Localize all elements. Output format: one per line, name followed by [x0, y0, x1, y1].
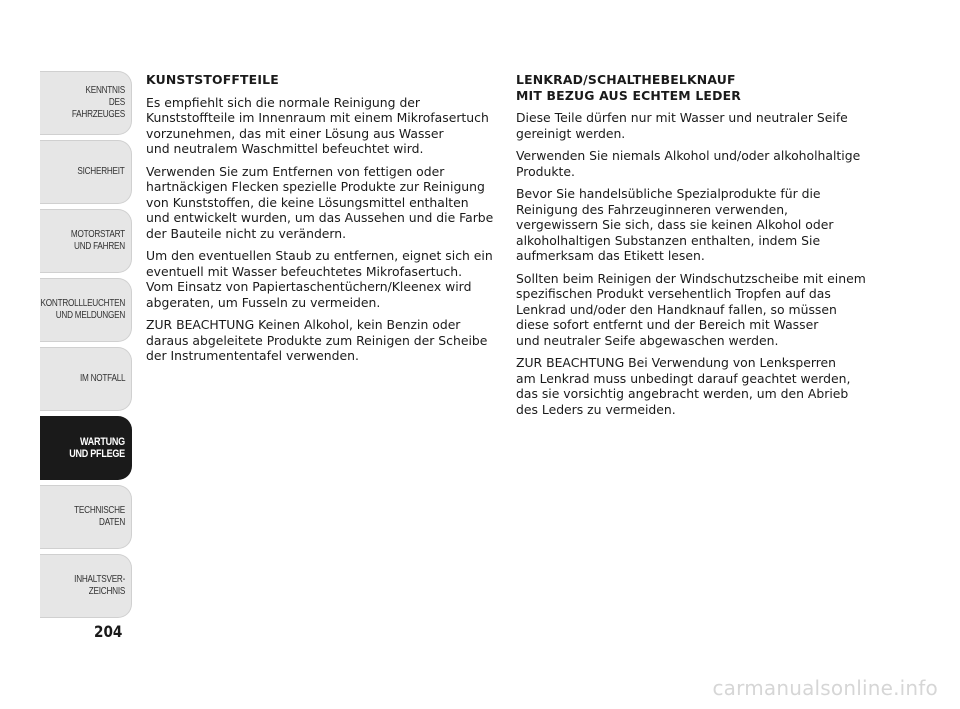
paragraph: Bevor Sie handelsübliche Spezialprodukte für die Reinigung des Fahrzeuginneren verwenden, vergewissern Sie sich, dass sie keinen Alkohol oder alkoholhaltigen Substanzen enthalten, indem Sie aufmerksam das Etikett lesen.: [516, 186, 834, 263]
chapter-tabs: [40, 71, 132, 623]
paragraph: Um den eventuellen Staub zu entfernen, eignet sich ein eventuell mit Wasser befeuchtetes Mikrofasertuch. Vom Einsatz von Papiertaschentüchern/Kleenex wird abgeraten, um Fusseln zu vermeiden.: [146, 248, 493, 310]
tab-label: SICHERHEIT: [77, 166, 125, 177]
tab-kontrollleuchten-und-meldungen[interactable]: [40, 278, 132, 342]
paragraph: Verwenden Sie niemals Alkohol und/oder alkoholhaltige Produkte.: [516, 148, 861, 179]
tab-technische-daten[interactable]: [40, 485, 132, 549]
tab-im-notfall[interactable]: [40, 347, 132, 411]
page-number: 204: [94, 622, 123, 641]
paragraph: Es empfiehlt sich die normale Reinigung der Kunststoffteile im Innenraum mit einem Mikrofasertuch vorzunehmen, das mit einer Lösung aus Wasser und neutralem Waschmittel befeuchtet wird.: [146, 94, 489, 156]
watermark: carmanualsonline.info: [712, 676, 938, 700]
tab-label: KENNTNIS DES FAHRZEUGES: [71, 85, 125, 120]
tab-label: TECHNISCHE DATEN: [74, 505, 125, 528]
tab-label: INHALTSVER- ZEICHNIS: [74, 574, 125, 597]
tab-label: IM NOTFALL: [79, 373, 125, 384]
section-heading: LENKRAD/SCHALTHEBELKNAUF MIT BEZUG AUS ECHTEM LEDER: [516, 72, 741, 103]
tab-inhaltsverzeichnis[interactable]: [40, 554, 132, 618]
tab-label: KONTROLLLEUCHTEN UND MELDUNGEN: [40, 298, 125, 321]
tab-motorstart-und-fahren[interactable]: [40, 209, 132, 273]
paragraph: Verwenden Sie zum Entfernen von fettigen oder hartnäckigen Flecken spezielle Produkte zur Reinigung von Kunststoffen, die keine Lösungsmittel enthalten und entwickelt wurden, um das Aussehen und die Farbe der Bauteile nicht zu verändern.: [146, 163, 494, 241]
tab-label: WARTUNG UND PFLEGE: [69, 436, 125, 460]
tab-wartung-und-pflege[interactable]: [40, 416, 132, 480]
paragraph: Diese Teile dürfen nur mit Wasser und neutraler Seife gereinigt werden.: [516, 110, 848, 141]
paragraph: ZUR BEACHTUNG Bei Verwendung von Lenksperren am Lenkrad muss unbedingt darauf geachtet werden, das sie vorsichtig angebracht werden, um den Abrieb des Leders zu vermeiden.: [516, 355, 851, 417]
section-kunststoffteile: [146, 72, 498, 371]
tab-label: MOTORSTART UND FAHREN: [70, 229, 125, 252]
paragraph: Sollten beim Reinigen der Windschutzscheibe mit einem spezifischen Produkt versehentlich Tropfen auf das Lenkrad und/oder den Handknauf fallen, so müssen diese sofort entfernt und der Bereich mit Wasser und neutraler Seife abgewaschen werden.: [516, 270, 866, 348]
section-lenkrad-leder: [516, 72, 868, 424]
tab-sicherheit[interactable]: [40, 140, 132, 204]
paragraph: ZUR BEACHTUNG Keinen Alkohol, kein Benzin oder daraus abgeleitete Produkte zum Reinigen der Scheibe der Instrumententafel verwenden.: [146, 317, 488, 363]
tab-kenntnis-des-fahrzeuges[interactable]: [40, 71, 132, 135]
section-heading: KUNSTSTOFFTEILE: [146, 72, 279, 87]
